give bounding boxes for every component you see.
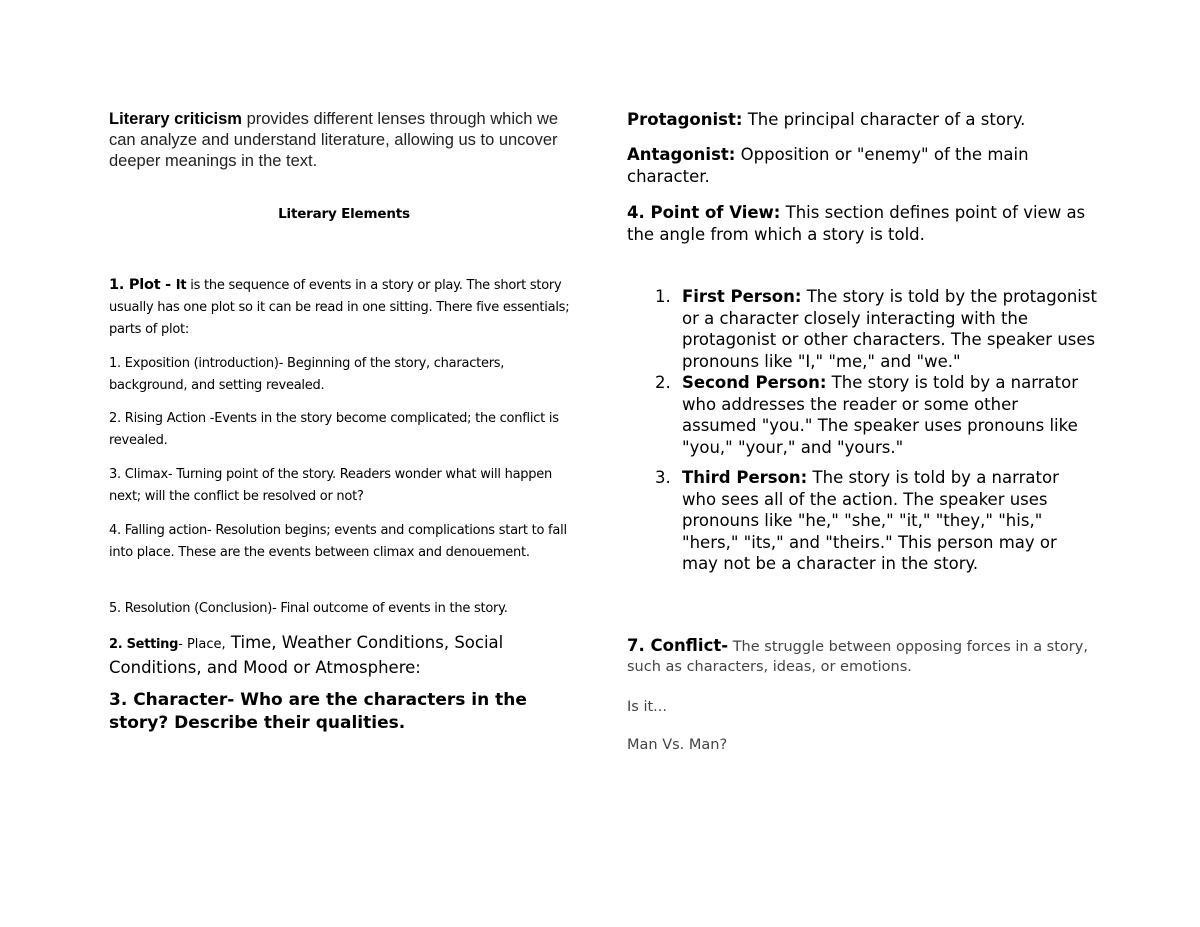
intro-paragraph	[109, 109, 579, 172]
setting-label: 2. Setting	[109, 637, 179, 652]
plot-part-resolution: 5. Resolution (Conclusion)- Final outcome of events in the story.	[109, 601, 508, 616]
character-heading: 3. Character- Who are the characters in the story? Describe their qualities.	[109, 690, 527, 733]
intro-text: provides different lenses through which we can analyze and understand literature, allowing us to uncover deeper meanings in the text.	[109, 110, 559, 170]
plot-text: is the sequence of events in a story or play. The short story usually has one plot so it can be read in one sitting. There five essentials; parts of plot:	[109, 278, 570, 337]
protagonist-paragraph	[627, 109, 1097, 131]
antagonist-text: Opposition or "enemy" of the main character.	[627, 145, 1029, 186]
point-of-view-paragraph	[627, 202, 1097, 245]
list-number: 3.	[655, 468, 671, 487]
pov-label: 4. Point of View:	[627, 203, 781, 222]
conflict-label: 7. Conflict-	[627, 636, 729, 655]
pov-text: This section defines point of view as the angle from which a story is told.	[627, 203, 1086, 244]
plot-part-falling-action: 4. Falling action- Resolution begins; events and complications start to fall into place. These are the events between climax and denouement.	[109, 523, 567, 560]
conflict-paragraph	[627, 636, 1097, 677]
man-vs-man-text: Man Vs. Man?	[627, 737, 728, 753]
setting-place: - Place,	[178, 637, 226, 652]
antagonist-label: Antagonist:	[627, 145, 736, 164]
pov-item-label: Second Person:	[682, 373, 827, 392]
plot-part-climax: 3. Climax- Turning point of the story. Readers wonder what will happen next; will the conflict be resolved or not?	[109, 467, 553, 504]
list-item	[627, 286, 1097, 372]
plot-lead-word: It	[175, 278, 187, 293]
section-title: Literary Elements	[278, 206, 410, 222]
plot-label: 1. Plot -	[109, 277, 176, 293]
list-item	[627, 467, 1097, 575]
pov-list	[627, 286, 1097, 575]
is-it-text: Is it...	[627, 699, 667, 715]
conflict-text: The struggle between opposing forces in a story, such as characters, ideas, or emotions.	[627, 639, 1088, 675]
protagonist-text: The principal character of a story.	[742, 110, 1026, 129]
pov-item-label: First Person:	[682, 287, 802, 306]
setting-text: Time, Weather Conditions, Social Conditions, and Mood or Atmosphere:	[109, 633, 504, 677]
list-number: 2.	[655, 373, 671, 392]
antagonist-paragraph	[627, 144, 1097, 187]
list-item	[627, 372, 1097, 458]
plot-part-exposition: 1. Exposition (introduction)- Beginning of the story, characters, background, and setting revealed.	[109, 356, 505, 393]
plot-paragraph	[109, 274, 579, 341]
pov-item-text: The story is told by a narrator who sees all of the action. The speaker uses pronouns like "he," "she," "it," "they," "his," "hers," "its," and "theirs." This person may or may not be a character in the story.	[682, 468, 1059, 573]
pov-item-label: Third Person:	[682, 468, 808, 487]
protagonist-label: Protagonist:	[627, 110, 743, 129]
pov-item-text: The story is told by a narrator who addresses the reader or some other assumed "you." The speaker uses pronouns like "you," "your," and "yours."	[682, 373, 1078, 457]
pov-item-text: The story is told by the protagonist or a character closely interacting with the protagonist or other characters. The speaker uses pronouns like "I," "me," and "we."	[682, 287, 1097, 371]
setting-paragraph	[109, 631, 579, 679]
intro-term: Literary criticism	[109, 110, 242, 128]
plot-part-rising-action: 2. Rising Action -Events in the story become complicated; the conflict is revealed.	[109, 411, 559, 448]
list-number: 1.	[655, 287, 671, 306]
